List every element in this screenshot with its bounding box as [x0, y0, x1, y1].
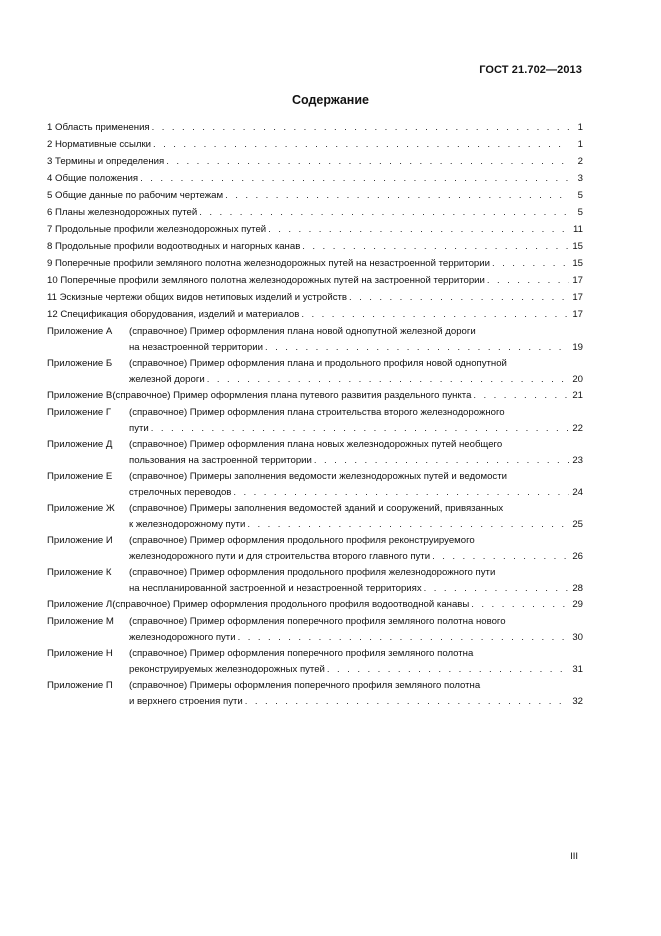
toc-entry-title: 5 Общие данные по рабочим чертежам — [47, 190, 224, 201]
appendix-label: Приложение Е — [47, 471, 113, 482]
appendix-page: 28 — [572, 583, 583, 594]
appendix-title-line1: (справочное) Пример оформления плана строительства второго железнодорожного — [129, 407, 505, 418]
toc-entry[interactable] — [47, 205, 583, 222]
appendix-page: 31 — [572, 664, 583, 675]
toc-entry-title: 4 Общие положения — [47, 173, 139, 184]
dot-leader — [207, 372, 569, 388]
toc-entry-title: 11 Эскизные чертежи общих видов нетиповых изделий и устройств — [47, 292, 347, 303]
appendix-label: Приложение Ж — [47, 503, 115, 514]
toc-entry[interactable] — [47, 137, 583, 154]
toc-entry[interactable] — [47, 120, 583, 137]
toc-appendix-entry[interactable] — [47, 388, 583, 405]
dot-leader — [140, 171, 569, 187]
dot-leader — [152, 120, 569, 136]
toc-entry[interactable] — [47, 273, 583, 290]
appendix-title-line1: (справочное) Пример оформления плана путевого развития раздельного пункта — [112, 390, 472, 401]
appendix-page: 24 — [572, 487, 583, 498]
appendix-page: 22 — [572, 423, 583, 434]
toc-entry-page: 2 — [577, 156, 583, 167]
appendix-label: Приложение Д — [47, 439, 113, 450]
appendix-title-line2: железнодорожного пути и для строительства второго главного пути — [129, 551, 431, 562]
toc-entry-page: 15 — [572, 241, 583, 252]
toc-entry-title: 6 Планы железнодорожных путей — [47, 207, 198, 218]
toc-entry-page: 15 — [572, 258, 583, 269]
toc-entry-page: 17 — [572, 292, 583, 303]
toc-entry[interactable] — [47, 188, 583, 205]
toc-entry-title: 3 Термины и определения — [47, 156, 165, 167]
dot-leader — [471, 597, 569, 613]
toc-entry[interactable] — [47, 171, 583, 188]
appendix-label: Приложение К — [47, 567, 112, 578]
toc-appendix-entry[interactable] — [47, 646, 583, 678]
toc-appendix-entry[interactable] — [47, 405, 583, 437]
toc-entry-title: 1 Область применения — [47, 122, 150, 133]
appendix-page: 20 — [572, 374, 583, 385]
appendix-label: Приложение И — [47, 535, 113, 546]
page-title: Содержание — [291, 93, 369, 107]
toc-entry-title: 8 Продольные профили водоотводных и нагорных канав — [47, 241, 301, 252]
appendix-page: 25 — [572, 519, 583, 530]
toc-entry-page: 1 — [577, 122, 583, 133]
appendix-title-line2: стрелочных переводов — [129, 487, 232, 498]
toc-entry[interactable] — [47, 256, 583, 273]
appendix-title-line2: реконструируемых железнодорожных путей — [129, 664, 325, 675]
toc-appendix-entry[interactable] — [47, 437, 583, 469]
appendix-page: 29 — [572, 599, 583, 610]
toc-entry[interactable] — [47, 222, 583, 239]
appendix-title-line1: (справочное) Примеры заполнения ведомости железнодорожных путей и ведомости — [129, 471, 507, 482]
dot-leader — [245, 694, 569, 710]
appendix-page: 32 — [572, 696, 583, 707]
appendix-title-line1: (справочное) Пример оформления продольного профиля водоотводной канавы — [112, 599, 470, 610]
toc-appendix-entry[interactable] — [47, 501, 583, 533]
appendix-title-line1: (справочное) Примеры заполнения ведомостей зданий и сооружений, привязанных — [129, 503, 504, 514]
toc-sections — [47, 120, 583, 324]
toc-appendix-entry[interactable] — [47, 597, 583, 614]
appendix-title-line2: пути — [129, 423, 149, 434]
appendix-label: Приложение В — [47, 390, 113, 401]
appendix-title-line2: на незастроенной территории — [129, 342, 263, 353]
toc-appendix-entry[interactable] — [47, 614, 583, 646]
dot-leader — [301, 307, 569, 323]
appendix-page: 21 — [572, 390, 583, 401]
appendix-title-line2: и верхнего строения пути — [129, 696, 243, 707]
appendix-title-line2: железной дороги — [129, 374, 205, 385]
dot-leader — [314, 453, 569, 469]
appendix-title-line1: (справочное) Пример оформления поперечного профиля земляного полотна нового — [129, 616, 506, 627]
appendix-page: 19 — [572, 342, 583, 353]
toc-entry-page: 3 — [577, 173, 583, 184]
toc-entry[interactable] — [47, 290, 583, 307]
page-number: III — [570, 851, 578, 862]
dot-leader — [153, 137, 569, 153]
appendix-label: Приложение Н — [47, 648, 113, 659]
dot-leader — [247, 517, 569, 533]
dot-leader — [492, 256, 569, 272]
toc-entry-title: 10 Поперечные профили земляного полотна железнодорожных путей на застроенной территории — [47, 275, 485, 286]
appendix-title-line1: (справочное) Пример оформления плана и продольного профиля новой однопутной — [129, 358, 507, 369]
appendix-title-line1: (справочное) Пример оформления продольного профиля железнодорожного пути — [129, 567, 496, 578]
appendix-label: Приложение А — [47, 326, 113, 337]
appendix-page: 23 — [572, 455, 583, 466]
appendix-title-line1: (справочное) Примеры оформления поперечного профиля земляного полотна — [129, 680, 481, 691]
appendix-title-line1: (справочное) Пример оформления поперечного профиля земляного полотна — [129, 648, 474, 659]
appendix-label: Приложение Б — [47, 358, 113, 369]
toc-appendix-entry[interactable] — [47, 678, 583, 710]
standard-code: ГОСТ 21.702—2013 — [479, 64, 582, 76]
dot-leader — [225, 188, 569, 204]
dot-leader — [487, 273, 569, 289]
toc-entry-page: 11 — [573, 224, 583, 235]
toc-entry-page: 5 — [577, 190, 583, 201]
toc-entry-page: 17 — [572, 275, 583, 286]
toc-entry[interactable] — [47, 154, 583, 171]
dot-leader — [233, 485, 569, 501]
toc-appendix-entry[interactable] — [47, 533, 583, 565]
toc-appendix-entry[interactable] — [47, 565, 583, 597]
toc-entry-page: 1 — [577, 139, 583, 150]
dot-leader — [238, 630, 569, 646]
toc-entry-page: 5 — [577, 207, 583, 218]
appendix-page: 26 — [572, 551, 583, 562]
dot-leader — [199, 205, 569, 221]
dot-leader — [349, 290, 569, 306]
dot-leader — [265, 340, 569, 356]
table-of-contents — [47, 120, 583, 710]
appendix-title-line2: пользования на застроенной территории — [129, 455, 312, 466]
dot-leader — [166, 154, 569, 170]
appendix-title-line1: (справочное) Пример оформления плана новых железнодорожных путей необщего — [129, 439, 503, 450]
toc-appendices — [47, 324, 583, 710]
dot-leader — [302, 239, 569, 255]
dot-leader — [327, 662, 569, 678]
appendix-title-line1: (справочное) Пример оформления продольного профиля реконструируемого — [129, 535, 475, 546]
dot-leader — [151, 421, 569, 437]
toc-entry[interactable] — [47, 239, 583, 256]
appendix-label: Приложение П — [47, 680, 113, 691]
toc-entry-page: 17 — [572, 309, 583, 320]
toc-entry[interactable] — [47, 307, 583, 324]
toc-entry-title: 2 Нормативные ссылки — [47, 139, 152, 150]
dot-leader — [268, 222, 569, 238]
dot-leader — [424, 581, 569, 597]
appendix-label: Приложение Л — [47, 599, 113, 610]
appendix-label: Приложение Г — [47, 407, 112, 418]
appendix-title-line2: на неспланированной застроенной и незастроенной территориях — [129, 583, 422, 594]
toc-entry-title: 7 Продольные профили железнодорожных путей — [47, 224, 267, 235]
toc-appendix-entry[interactable] — [47, 356, 583, 388]
toc-entry-title: 9 Поперечные профили земляного полотна железнодорожных путей на незастроенной территории — [47, 258, 490, 269]
toc-entry-title: 12 Спецификация оборудования, изделий и материалов — [47, 309, 300, 320]
appendix-title-line2: к железнодорожному пути — [129, 519, 246, 530]
appendix-title-line1: (справочное) Пример оформления плана новой однопутной железной дороги — [129, 326, 476, 337]
dot-leader — [473, 388, 569, 404]
appendix-title-line2: железнодорожного пути — [129, 632, 236, 643]
appendix-page: 30 — [572, 632, 583, 643]
toc-appendix-entry[interactable] — [47, 324, 583, 356]
appendix-label: Приложение М — [47, 616, 114, 627]
toc-appendix-entry[interactable] — [47, 469, 583, 501]
dot-leader — [432, 549, 569, 565]
